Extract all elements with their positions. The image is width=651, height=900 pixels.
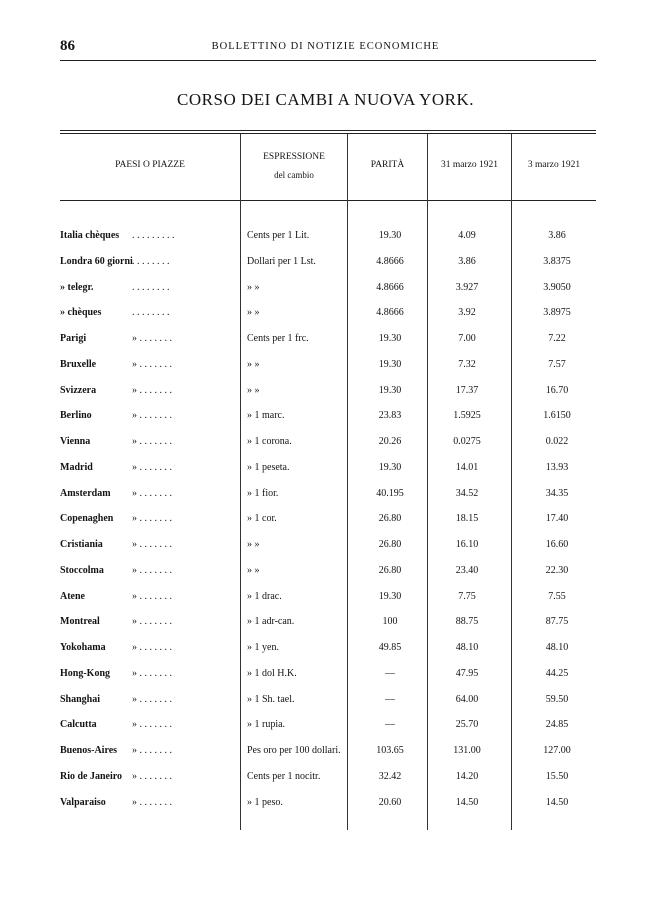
row-mar3: 16.60 <box>545 539 569 550</box>
row-dots: . . . . . . . . <box>132 281 170 293</box>
row-mar31: 3.92 <box>458 307 476 319</box>
row-expression: » 1 adr-can. <box>247 616 295 628</box>
row-parita: 20.60 <box>378 796 402 808</box>
row-mar31: 34.52 <box>455 487 479 499</box>
row-name: Italia chèques <box>60 230 120 241</box>
row-mar31: 131.00 <box>453 745 481 756</box>
row-dots: » . . . . . . . <box>132 333 172 344</box>
row-dots: » . . . . . . . <box>132 487 172 499</box>
row-mar3: 15.50 <box>545 770 569 782</box>
row-dots: » . . . . . . . <box>132 719 172 731</box>
row-mar31: 4.09 <box>458 230 476 241</box>
row-mar3: 7.22 <box>548 333 566 344</box>
row-mar3: 7.57 <box>548 358 566 370</box>
row-name: Montreal <box>60 616 100 628</box>
row-parita: 32.42 <box>378 770 402 782</box>
row-dots: » . . . . . . . <box>132 770 172 782</box>
row-expression: » 1 rupia. <box>247 719 286 731</box>
header-rule <box>60 60 596 61</box>
row-name: Svizzera <box>60 384 97 396</box>
table-row <box>0 591 651 611</box>
table-row <box>0 771 651 791</box>
row-name: Berlino <box>60 410 92 422</box>
page-number: 86 <box>60 38 75 54</box>
row-expression: » » <box>247 564 260 576</box>
row-dots: » . . . . . . . <box>132 590 172 602</box>
row-dots: » . . . . . . . <box>132 384 172 396</box>
row-parita: 19.30 <box>378 590 402 602</box>
row-expression: » 1 drac. <box>247 590 282 602</box>
row-mar3: 22.30 <box>545 564 569 576</box>
row-dots: » . . . . . . . <box>132 539 172 550</box>
row-mar3: 3.8975 <box>543 307 571 319</box>
row-parita: 26.80 <box>378 513 402 525</box>
row-mar3: 3.9050 <box>543 281 571 293</box>
row-name: Calcutta <box>60 719 97 731</box>
row-name: Londra 60 giorni <box>60 255 133 267</box>
row-name: Yokohama <box>60 642 106 653</box>
row-parita: 20.26 <box>378 436 402 447</box>
row-expression: » 1 yen. <box>247 642 279 653</box>
row-mar3: 59.50 <box>545 693 569 705</box>
row-mar31: 48.10 <box>455 642 479 653</box>
column-header-espressione <box>241 148 347 184</box>
row-name: Cristiania <box>60 539 103 550</box>
table-row <box>0 410 651 430</box>
row-mar31: 7.75 <box>458 590 476 602</box>
column-header-mar3: 3 marzo 1921 <box>527 160 581 170</box>
row-mar3: 3.86 <box>548 230 566 241</box>
row-parita: 100 <box>382 616 398 628</box>
row-parita: 4.8666 <box>376 307 404 319</box>
row-expression: » » <box>247 539 260 550</box>
row-expression: Pes oro per 100 dollari. <box>247 745 341 756</box>
table-row <box>0 436 651 456</box>
row-mar3: 3.8375 <box>543 255 571 267</box>
row-parita: 19.30 <box>378 461 402 473</box>
row-expression: » 1 dol H.K. <box>247 667 297 679</box>
row-expression: » » <box>247 307 260 319</box>
row-mar31: 1.5925 <box>453 410 481 422</box>
row-expression: » » <box>247 358 260 370</box>
row-dots: » . . . . . . . <box>132 410 172 422</box>
row-name: » telegr. <box>60 281 94 293</box>
row-mar3: 24.85 <box>545 719 569 731</box>
row-parita: — <box>385 693 395 705</box>
table-rule-top <box>60 130 596 131</box>
row-mar31: 64.00 <box>455 693 479 705</box>
row-expression: » 1 peso. <box>247 796 283 808</box>
row-parita: 26.80 <box>378 564 402 576</box>
row-dots: » . . . . . . . <box>132 436 172 447</box>
table-row <box>0 513 651 533</box>
row-dots: . . . . . . . . <box>132 307 170 319</box>
table-row <box>0 745 651 765</box>
row-dots: » . . . . . . . <box>132 513 172 525</box>
column-header-espressione-main: ESPRESSIONE <box>263 152 325 162</box>
row-name: Madrid <box>60 461 93 473</box>
row-mar31: 7.32 <box>458 358 476 370</box>
row-parita: 49.85 <box>378 642 402 653</box>
row-dots: » . . . . . . . <box>132 796 172 808</box>
row-parita: 40.195 <box>376 487 404 499</box>
table-row <box>0 694 651 714</box>
table-row <box>0 565 651 585</box>
table-row <box>0 642 651 662</box>
row-mar31: 88.75 <box>455 616 479 628</box>
row-name: Bruxelle <box>60 358 97 370</box>
row-mar3: 1.6150 <box>543 410 571 422</box>
row-dots: » . . . . . . . <box>132 642 172 653</box>
row-mar3: 34.35 <box>545 487 569 499</box>
row-expression: » 1 corona. <box>247 436 292 447</box>
table-row <box>0 256 651 276</box>
row-mar3: 127.00 <box>543 745 571 756</box>
row-mar3: 16.70 <box>545 384 569 396</box>
row-mar3: 0.022 <box>545 436 569 447</box>
row-parita: 19.30 <box>378 358 402 370</box>
row-mar31: 14.01 <box>455 461 479 473</box>
row-expression: » 1 Sh. tael. <box>247 693 295 705</box>
row-dots: . . . . . . . . . <box>132 230 175 241</box>
row-parita: — <box>385 667 395 679</box>
row-expression: » 1 marc. <box>247 410 285 422</box>
row-name: Stoccolma <box>60 564 104 576</box>
page-title: CORSO DEI CAMBI A NUOVA YORK. <box>177 90 474 109</box>
row-mar31: 16.10 <box>455 539 479 550</box>
row-mar3: 7.55 <box>548 590 566 602</box>
row-parita: 19.30 <box>378 230 402 241</box>
row-dots: » . . . . . . . <box>132 564 172 576</box>
table-row <box>0 333 651 353</box>
table-row <box>0 462 651 482</box>
row-dots: » . . . . . . . <box>132 667 172 679</box>
table-header-rule <box>60 200 596 201</box>
row-mar3: 13.93 <box>545 461 569 473</box>
row-dots: » . . . . . . . <box>132 693 172 705</box>
row-name: Parigi <box>60 333 87 344</box>
row-expression: » » <box>247 281 260 293</box>
row-expression: » 1 fior. <box>247 487 279 499</box>
row-mar3: 17.40 <box>545 513 569 525</box>
row-mar31: 0.0275 <box>453 436 481 447</box>
row-parita: 23.83 <box>378 410 402 422</box>
row-name: Shanghai <box>60 693 101 705</box>
table-row <box>0 385 651 405</box>
row-dots: » . . . . . . . <box>132 616 172 628</box>
row-mar3: 87.75 <box>545 616 569 628</box>
table-row <box>0 616 651 636</box>
row-dots: » . . . . . . . <box>132 745 172 756</box>
row-parita: 19.30 <box>378 333 402 344</box>
row-mar31: 18.15 <box>455 513 479 525</box>
running-head: BOLLETTINO DI NOTIZIE ECONOMICHE <box>211 41 440 52</box>
table-row <box>0 307 651 327</box>
row-mar31: 3.86 <box>458 255 476 267</box>
row-dots: » . . . . . . . <box>132 461 172 473</box>
row-name: Rio de Janeiro <box>60 770 123 782</box>
row-name: Copenaghen <box>60 513 114 525</box>
row-mar31: 3.927 <box>455 281 479 293</box>
row-mar3: 14.50 <box>545 796 569 808</box>
row-mar31: 25.70 <box>455 719 479 731</box>
row-name: Amsterdam <box>60 487 111 499</box>
row-dots: » . . . . . . . <box>132 358 172 370</box>
row-mar3: 48.10 <box>545 642 569 653</box>
table-row <box>0 282 651 302</box>
table-row <box>0 488 651 508</box>
row-name: Vienna <box>60 436 91 447</box>
row-expression: » » <box>247 384 260 396</box>
row-parita: 103.65 <box>376 745 404 756</box>
table-row <box>0 719 651 739</box>
row-parita: 4.8666 <box>376 255 404 267</box>
row-parita: — <box>385 719 395 731</box>
row-mar3: 44.25 <box>545 667 569 679</box>
row-name: Buenos-Aires <box>60 745 118 756</box>
table-row <box>0 797 651 817</box>
row-expression: » 1 peseta. <box>247 461 290 473</box>
row-dots: . . . . . . . . <box>132 255 170 267</box>
column-header-espressione-sub: del cambio <box>274 170 314 180</box>
column-header-parita: PARITÀ <box>370 160 405 170</box>
row-expression: » 1 cor. <box>247 513 277 525</box>
table-row <box>0 230 651 250</box>
row-expression: Cents per 1 nocitr. <box>247 770 321 782</box>
row-mar31: 7.00 <box>458 333 476 344</box>
row-expression: Cents per 1 frc. <box>247 333 309 344</box>
row-mar31: 47.95 <box>455 667 479 679</box>
row-parita: 19.30 <box>378 384 402 396</box>
column-header-mar31: 31 marzo 1921 <box>441 160 498 170</box>
table-row <box>0 359 651 379</box>
row-parita: 26.80 <box>378 539 402 550</box>
row-name: » chèques <box>60 307 102 319</box>
row-name: Atene <box>60 590 85 602</box>
row-name: Valparaiso <box>60 796 106 808</box>
row-mar31: 14.20 <box>455 770 479 782</box>
row-mar31: 14.50 <box>455 796 479 808</box>
table-rule-top-double <box>60 133 596 134</box>
row-parita: 4.8666 <box>376 281 404 293</box>
row-mar31: 17.37 <box>455 384 479 396</box>
row-expression: Cents per 1 Lit. <box>247 230 310 241</box>
table-row <box>0 539 651 559</box>
row-expression: Dollari per 1 Lst. <box>247 255 316 267</box>
row-name: Hong-Kong <box>60 667 111 679</box>
row-mar31: 23.40 <box>455 564 479 576</box>
table-row <box>0 668 651 688</box>
column-header-paesi: PAESI O PIAZZE <box>115 160 185 170</box>
